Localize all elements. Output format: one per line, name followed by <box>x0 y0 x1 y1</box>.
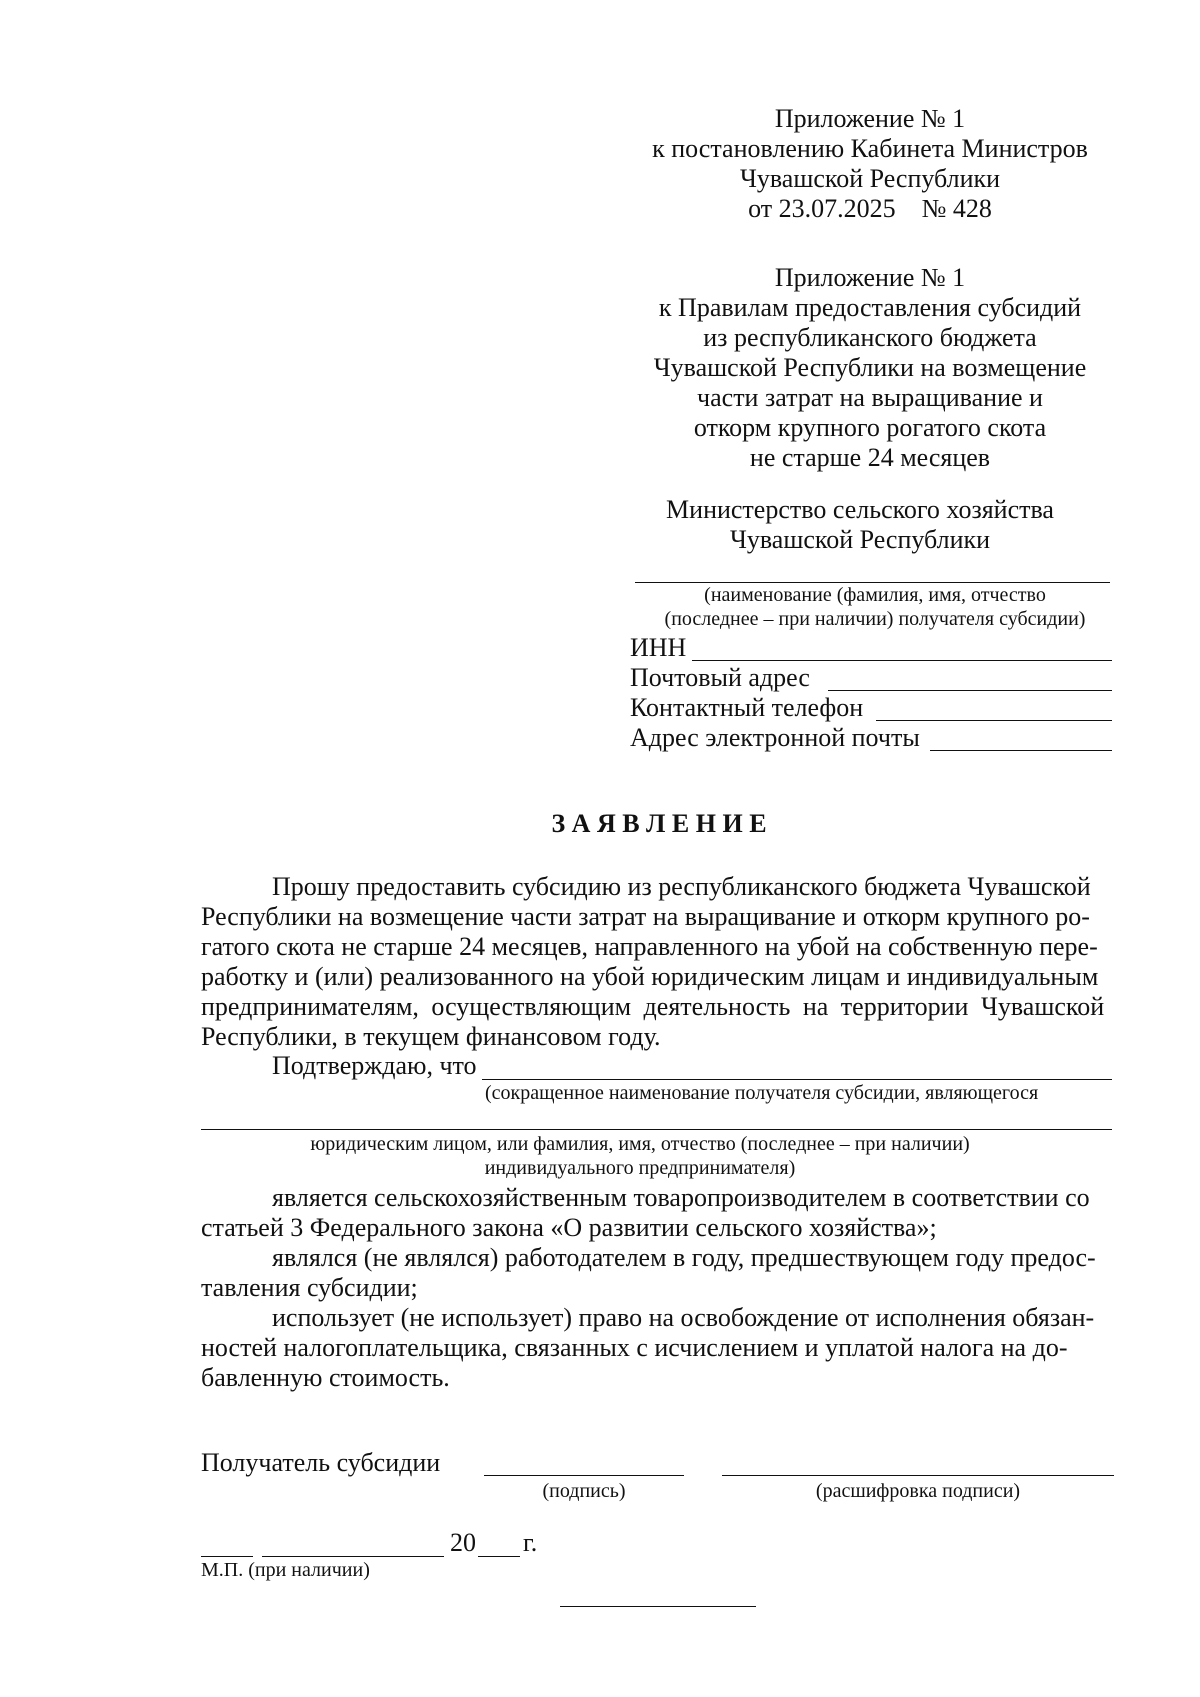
paragraph-line: предпринимателям, осуществляющим деятельность на территории Чувашской <box>201 992 1105 1021</box>
rules-line: откорм крупного рогатого скота <box>693 413 1047 442</box>
paragraph-line: Республики, в текущем финансовом году. <box>201 1022 661 1051</box>
postal-address-field[interactable] <box>828 690 1112 691</box>
signature-decode-field[interactable] <box>722 1475 1114 1476</box>
item-line: использует (не использует) право на освобождение от исполнения обязан- <box>272 1303 1095 1332</box>
recipient-short-name-field[interactable] <box>482 1079 1112 1080</box>
email-label: Адрес электронной почты <box>630 723 920 752</box>
appendix-line: от 23.07.2025 № 428 <box>748 194 992 223</box>
recipient-caption <box>630 583 1120 631</box>
rules-line: части затрат на выращивание и <box>697 383 1043 412</box>
addressee-line: Чувашской Республики <box>729 525 991 554</box>
signature-label: Получатель субсидии <box>201 1448 441 1477</box>
caption-line: юридическим лицом, или фамилия, имя, отчество (последнее – при наличии) <box>310 1133 970 1155</box>
item-line: ностей налогоплательщика, связанных с исчислением и уплатой налога на до- <box>201 1333 1068 1362</box>
signature-field[interactable] <box>484 1475 684 1476</box>
document-title: З А Я В Л Е Н И Е <box>551 809 767 838</box>
rules-line: Чувашской Республики на возмещение <box>653 353 1087 382</box>
paragraph-line: работку и (или) реализованного на убой юридическим лицам и индивидуальным <box>201 962 1099 991</box>
addressee-line: Министерство сельского хозяйства <box>666 495 1054 524</box>
confirmation-items <box>201 1183 1119 1393</box>
rules-line: к Правилам предоставления субсидий <box>658 293 1082 322</box>
caption-line: (последнее – при наличии) получателя субсидии) <box>664 608 1086 630</box>
paragraph-line: Республики на возмещение части затрат на выращивание и откорм крупного ро- <box>201 902 1090 931</box>
phone-label: Контактный телефон <box>630 693 864 722</box>
stamp-note: М.П. (при наличии) <box>201 1559 370 1581</box>
addressee <box>660 495 1060 555</box>
date-day-field[interactable] <box>201 1556 253 1557</box>
postal-address-label: Почтовый адрес <box>630 663 810 692</box>
date-year-field[interactable] <box>478 1556 520 1557</box>
item-line: тавления субсидии; <box>201 1273 418 1302</box>
confirm-caption <box>200 1132 1120 1180</box>
appendix-line: к постановлению Кабинета Министров <box>652 134 1088 163</box>
signature-caption: (подпись) <box>542 1480 626 1502</box>
rules-header <box>650 263 1090 473</box>
signature-decode-caption: (расшифровка подписи) <box>815 1480 1021 1502</box>
item-line: статьей 3 Федерального закона «О развитии сельского хозяйства»; <box>201 1213 937 1242</box>
email-field[interactable] <box>930 750 1112 751</box>
paragraph-line: Прошу предоставить субсидию из республиканского бюджета Чувашской <box>272 872 1091 901</box>
appendix-line: Чувашской Республики <box>739 164 1001 193</box>
rules-line: Приложение № 1 <box>774 263 966 292</box>
confirm-caption-1: (сокращенное наименование получателя субсидии, являющегося <box>485 1082 1039 1104</box>
inn-label: ИНН <box>630 633 687 662</box>
recipient-full-name-field[interactable] <box>201 1129 1112 1130</box>
appendix-line: Приложение № 1 <box>774 104 966 133</box>
inn-field[interactable] <box>692 660 1112 661</box>
phone-field[interactable] <box>876 720 1112 721</box>
appendix-header <box>650 104 1090 224</box>
confirm-label: Подтверждаю, что <box>272 1051 477 1080</box>
item-line: бавленную стоимость. <box>201 1363 450 1392</box>
paragraph-line: гатого скота не старше 24 месяцев, направленного на убой на собственную пере- <box>201 932 1098 961</box>
caption-line: (наименование (фамилия, имя, отчество <box>704 584 1046 606</box>
date-year-prefix: 20 <box>450 1528 476 1557</box>
request-paragraph <box>201 872 1119 1052</box>
date-year-suffix: г. <box>523 1528 538 1557</box>
rules-line: из республиканского бюджета <box>703 323 1037 352</box>
date-month-field[interactable] <box>262 1556 444 1557</box>
item-line: является сельскохозяйственным товаропроизводителем в соответствии со <box>272 1183 1090 1212</box>
rules-line: не старше 24 месяцев <box>749 443 991 472</box>
closing-divider <box>560 1606 756 1607</box>
item-line: являлся (не являлся) работодателем в году, предшествующем году предос- <box>272 1243 1096 1272</box>
caption-line: индивидуального предпринимателя) <box>484 1157 796 1179</box>
